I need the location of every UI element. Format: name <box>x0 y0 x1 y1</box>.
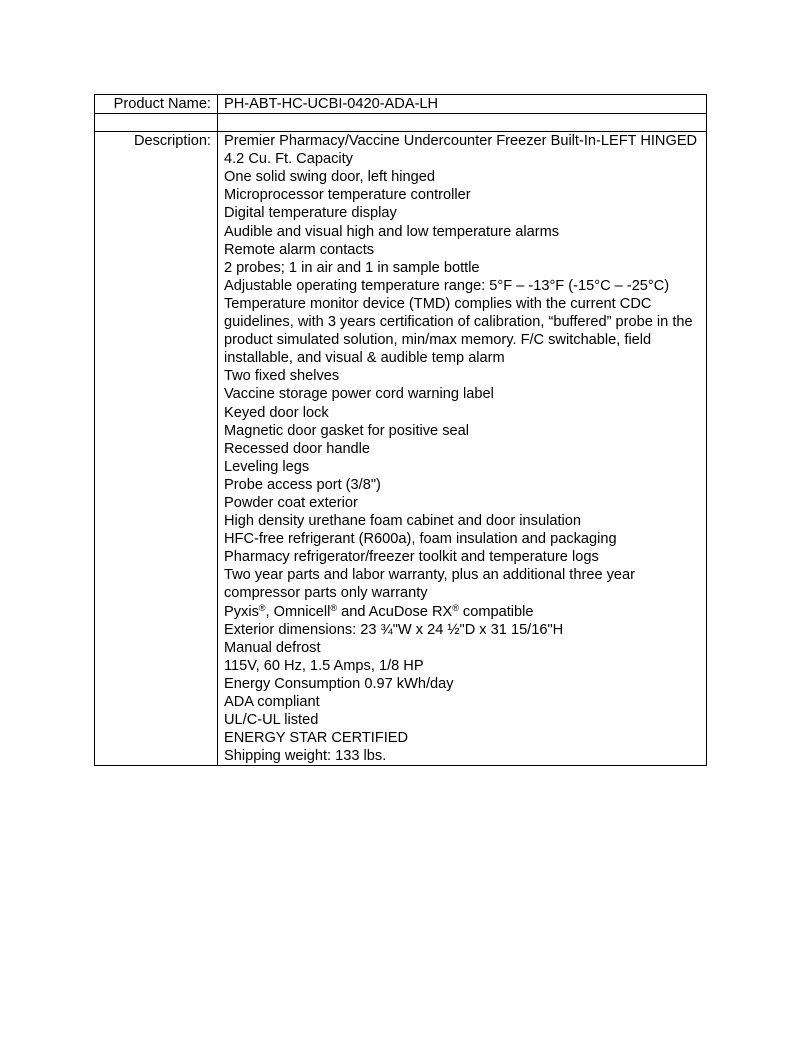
description-line: ADA compliant <box>224 694 320 710</box>
description-line: Two year parts and labor warranty, plus an additional three year compressor parts only warranty <box>224 567 636 602</box>
description-line: Two fixed shelves <box>224 368 340 385</box>
description-line: Adjustable operating temperature range: 5°F – -13°F (-15°C – -25°C) <box>224 277 670 294</box>
description-line: Premier Pharmacy/Vaccine Undercounter Freezer Built-In-LEFT HINGED <box>224 133 698 150</box>
description-line: Pyxis®, Omnicell® and AcuDose RX® compatible <box>224 602 534 620</box>
description-line: One solid swing door, left hinged <box>224 169 435 186</box>
description-line: ENERGY STAR CERTIFIED <box>224 730 409 747</box>
description-line: Microprocessor temperature controller <box>224 187 471 204</box>
description-row <box>95 132 707 766</box>
description-line: Remote alarm contacts <box>224 241 375 258</box>
description-line: Audible and visual high and low temperature alarms <box>224 223 560 240</box>
description-line: 4.2 Cu. Ft. Capacity <box>224 151 353 168</box>
description-line: UL/C-UL listed <box>224 712 319 729</box>
description-line: Pharmacy refrigerator/freezer toolkit and temperature logs <box>224 549 599 566</box>
description-line: Manual defrost <box>224 639 321 656</box>
description-label: Description: <box>95 132 218 766</box>
spacer-label-cell <box>95 114 218 132</box>
description-line: Magnetic door gasket for positive seal <box>224 422 469 439</box>
description-line: HFC-free refrigerant (R600a), foam insulation and packaging <box>224 531 617 548</box>
description-line: 2 probes; 1 in air and 1 in sample bottle <box>224 259 480 276</box>
description-line: Digital temperature display <box>224 205 397 222</box>
description-line: Leveling legs <box>224 458 310 475</box>
description-line: Powder coat exterior <box>224 494 358 511</box>
description-line: Vaccine storage power cord warning label <box>224 386 494 403</box>
description-line: Recessed door handle <box>224 440 371 457</box>
description-line: Temperature monitor device (TMD) complies with the current CDC guidelines, with 3 years certification of calibration, “buffered” probe in the product simulated solution, min/max memory. F/C switchable, field installable, and visual & audible temp alarm <box>224 295 693 367</box>
description-line: Probe access port (3/8") <box>224 476 381 493</box>
description-line: High density urethane foam cabinet and door insulation <box>224 513 581 530</box>
description-line: Exterior dimensions: 23 ¾"W x 24 ½"D x 31 15/16"H <box>224 621 564 638</box>
description-line: Shipping weight: 133 lbs. <box>224 748 387 765</box>
product-name-value: PH-ABT-HC-UCBI-0420-ADA-LH <box>218 95 707 114</box>
description-line: Energy Consumption 0.97 kWh/day <box>224 675 454 692</box>
description-line: 115V, 60 Hz, 1.5 Amps, 1/8 HP <box>224 657 424 674</box>
description-line: Keyed door lock <box>224 404 329 421</box>
spacer-value-cell <box>218 114 707 132</box>
product-name-row <box>95 95 707 114</box>
product-name-label: Product Name: <box>95 95 218 114</box>
description-list <box>218 132 707 766</box>
product-spec-table <box>94 94 707 766</box>
spacer-row <box>95 114 707 132</box>
